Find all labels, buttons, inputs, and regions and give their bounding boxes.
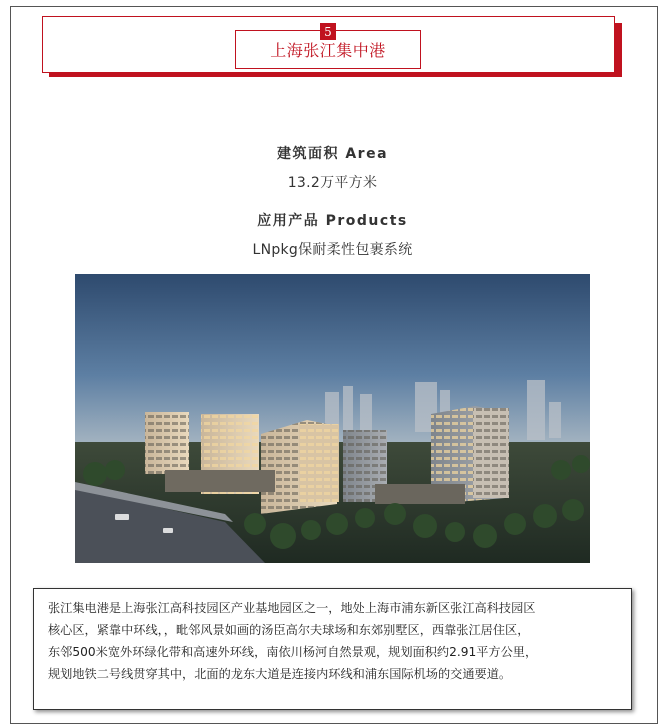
project-rendering-image: [75, 274, 590, 563]
description-line: 张江集电港是上海张江高科技园区产业基地园区之一，地处上海市浦东新区张江高科技园区: [48, 601, 536, 615]
project-description: [33, 588, 632, 710]
area-label: 建筑面积 Area: [276, 146, 389, 162]
section-number-badge: 5: [320, 23, 336, 40]
page-title: 上海张江集中港: [235, 30, 421, 69]
description-line: 东邻500米宽外环绿化带和高速外环线，南依川杨河自然景观，规划面积约2.91平方公里，: [48, 645, 538, 659]
description-line: 核心区，紧靠中环线，，毗邻风景如画的汤臣高尔夫球场和东郊别墅区，西靠张江居住区，: [48, 623, 530, 637]
products-value: LNpkg保耐柔性包裹系统: [252, 242, 413, 258]
products-label: 应用产品 Products: [257, 213, 408, 229]
area-value: 13.2万平方米: [287, 175, 378, 191]
description-line: 规划地铁二号线贯穿其中，北面的龙东大道是连接内环线和浦东国际机场的交通要道。: [48, 667, 512, 681]
